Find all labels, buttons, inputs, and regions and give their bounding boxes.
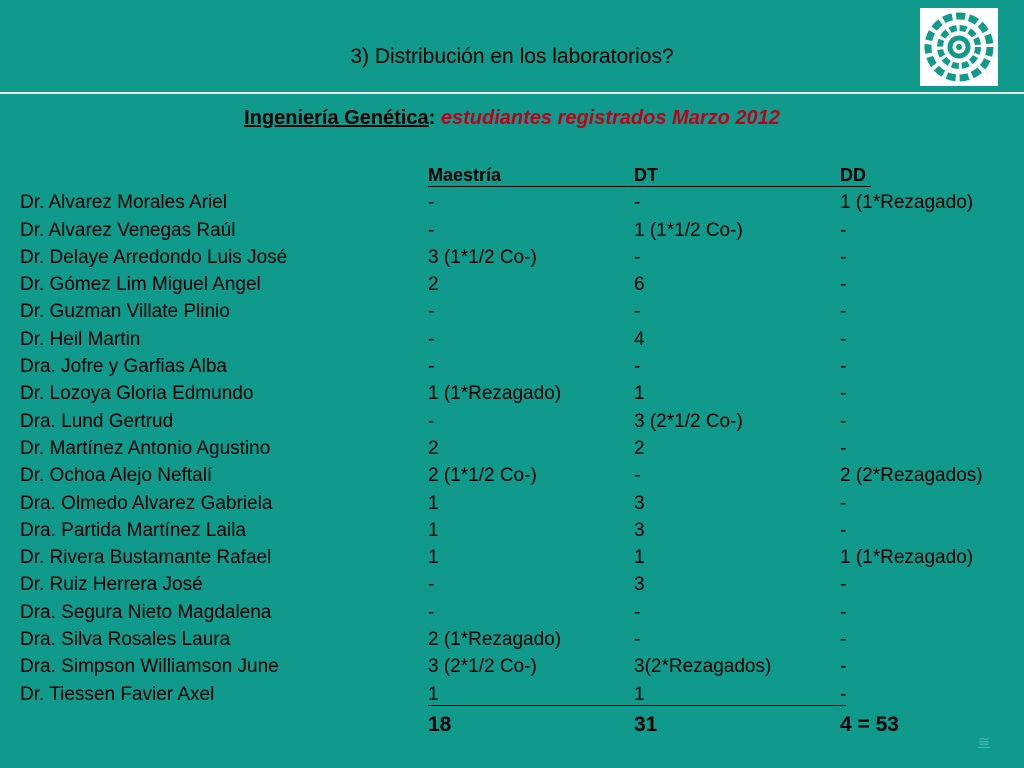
header-underline [428,186,871,187]
advisor-name: Dra. Segura Nieto Magdalena [20,601,272,623]
table-row [0,408,1024,435]
dt-value: - [634,465,641,487]
advisor-name: Dr. Rivera Bustamante Rafael [20,547,272,569]
dd-value: - [840,246,847,268]
maestria-value: 3 (2*1/2 Co-) [428,656,537,678]
table-row [0,435,1024,462]
dt-value: 1 [634,547,645,569]
dt-value: - [634,356,641,378]
advisor-name: Dr. Guzman Villate Plinio [20,301,230,323]
dd-value: - [840,629,847,651]
title-divider [0,92,1024,94]
dt-value: - [634,246,641,268]
maestria-value: 3 (1*1/2 Co-) [428,246,537,268]
dt-value: - [634,629,641,651]
table-row [0,571,1024,598]
slide-title: 3) Distribución en los laboratorios? [350,45,674,68]
dd-value: - [840,383,847,405]
total-dd: 4 = 53 [840,712,899,736]
column-header-dd: DD [840,165,866,185]
advisor-name: Dr. Ruiz Herrera José [20,574,203,596]
table-row [0,517,1024,544]
maestria-value: - [428,192,435,214]
maestria-value: - [428,219,435,241]
advisor-name: Dr. Lozoya Gloria Edmundo [20,383,254,405]
dt-value: - [634,192,641,214]
table-row [0,626,1024,653]
maestria-value: 1 [428,547,439,569]
maestria-value: 1 [428,519,439,541]
totals-divider [428,705,846,706]
maestria-value: 2 (1*Rezagado) [428,629,562,651]
table-row [0,490,1024,517]
dt-value: 3 [634,574,645,596]
dt-value: 1 [634,383,645,405]
dd-value: 1 (1*Rezagado) [840,547,974,569]
total-dt: 31 [634,712,658,736]
table-row [0,217,1024,244]
dt-value: 3(2*Rezagados) [634,656,772,678]
dd-value: 2 (2*Rezagados) [840,465,983,487]
dt-value: 1 [634,683,645,705]
dt-value: 3 (2*1/2 Co-) [634,410,743,432]
slide-nav-link[interactable]: ≅ [978,733,990,749]
table-row [0,380,1024,407]
dd-value: - [840,301,847,323]
dd-value: - [840,328,847,350]
advisor-name: Dra. Olmedo Alvarez Gabriela [20,492,273,514]
dd-value: - [840,219,847,241]
table-row [0,599,1024,626]
dt-value: 6 [634,274,645,296]
table-row [0,189,1024,216]
dd-value: - [840,656,847,678]
table-row [0,326,1024,353]
dd-value: - [840,519,847,541]
advisor-name: Dr. Martínez Antonio Agustino [20,437,271,459]
advisor-name: Dr. Ochoa Alejo Neftalí [20,465,213,487]
maestria-value: 2 [428,274,439,296]
maestria-value: - [428,301,435,323]
maestria-value: 2 [428,437,439,459]
table-row [0,681,1024,708]
maestria-value: 1 [428,683,439,705]
subtitle-separator: : [428,107,441,129]
advisor-name: Dra. Silva Rosales Laura [20,629,231,651]
maestria-value: - [428,328,435,350]
dt-value: 3 [634,519,645,541]
maestria-value: 1 [428,492,439,514]
maestria-value: 2 (1*1/2 Co-) [428,465,537,487]
dd-value: - [840,683,847,705]
cinvestav-logo-icon [920,8,998,86]
dd-value: - [840,492,847,514]
advisor-name: Dr. Tiessen Favier Axel [20,683,215,705]
total-maestria: 18 [428,712,452,736]
dd-value: - [840,574,847,596]
subtitle-description: estudiantes registrados Marzo 2012 [440,107,780,129]
dt-value: 3 [634,492,645,514]
dt-value: 2 [634,437,645,459]
column-header-maestria: Maestría [428,165,502,185]
subtitle [0,105,1024,131]
table-row [0,298,1024,325]
table-row [0,271,1024,298]
dt-value: - [634,601,641,623]
table-row [0,353,1024,380]
dd-value: - [840,601,847,623]
maestria-value: - [428,574,435,596]
advisor-name: Dr. Heil Martin [20,328,141,350]
dt-value: 1 (1*1/2 Co-) [634,219,743,241]
dd-value: - [840,410,847,432]
dt-value: - [634,301,641,323]
column-header-dt: DT [634,165,658,185]
dt-value: 4 [634,328,645,350]
dd-value: - [840,356,847,378]
dd-value: 1 (1*Rezagado) [840,192,974,214]
dd-value: - [840,437,847,459]
maestria-value: 1 (1*Rezagado) [428,383,562,405]
advisor-name: Dr. Delaye Arredondo Luis José [20,246,288,268]
table-row [0,462,1024,489]
maestria-value: - [428,410,435,432]
table-row [0,544,1024,571]
advisor-name: Dra. Partida Martínez Laila [20,519,246,541]
advisor-name: Dr. Gómez Lim Miguel Angel [20,274,261,296]
totals-row [0,708,1024,742]
students-table [0,162,1024,742]
table-header-row [0,162,1024,189]
subtitle-program: Ingeniería Genética [244,107,429,129]
advisor-name: Dr. Alvarez Morales Ariel [20,192,227,214]
maestria-value: - [428,601,435,623]
maestria-value: - [428,356,435,378]
advisor-name: Dra. Simpson Williamson June [20,656,279,678]
dd-value: - [840,274,847,296]
advisor-name: Dra. Lund Gertrud [20,410,174,432]
advisor-name: Dra. Jofre y Garfias Alba [20,356,227,378]
advisor-name: Dr. Alvarez Venegas Raúl [20,219,236,241]
table-row [0,653,1024,680]
table-row [0,244,1024,271]
